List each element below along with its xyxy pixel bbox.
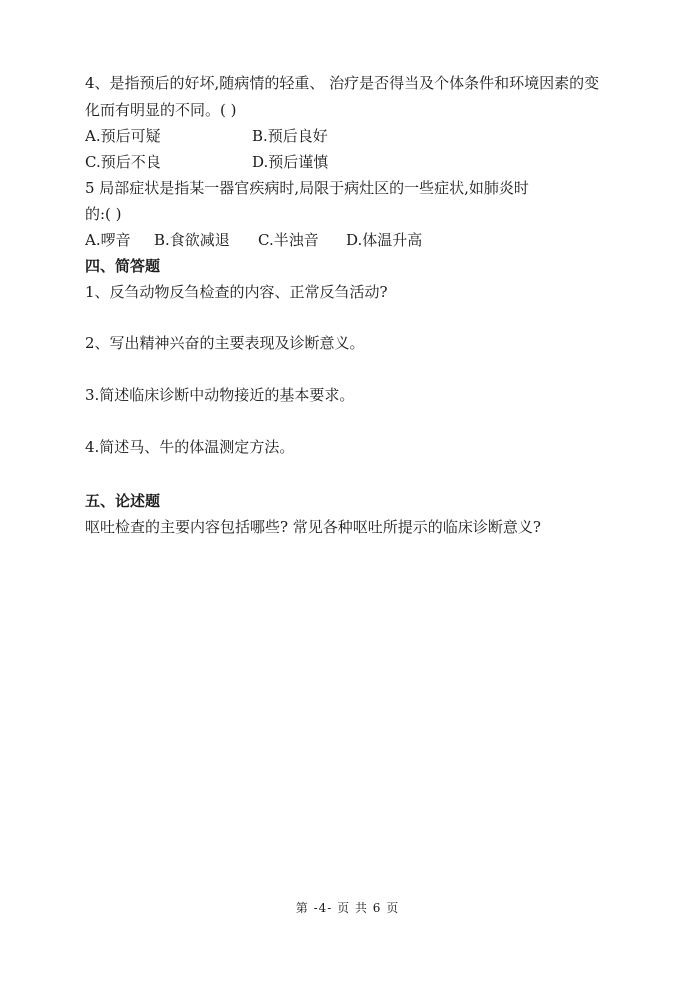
question-5-line-2: 的:( ) — [85, 205, 122, 223]
question-4-option-b: B.预后良好 — [252, 127, 328, 145]
short-answer-question-2: 2、写出精神兴奋的主要表现及诊断意义。 — [85, 334, 365, 352]
short-answer-question-4: 4.简述马、牛的体温测定方法。 — [85, 438, 295, 456]
essay-question: 呕吐检查的主要内容包括哪些? 常见各种呕吐所提示的临床诊断意义? — [85, 518, 541, 536]
question-4-option-a: A.预后可疑 — [85, 127, 161, 145]
question-4-option-c: C.预后不良 — [85, 153, 161, 171]
question-4-option-d: D.预后谨慎 — [252, 153, 329, 171]
page-footer: 第 -4- 页 共 6 页 — [295, 901, 400, 915]
section-4-heading: 四、简答题 — [85, 257, 161, 275]
question-4-line-1: 4、是指预后的好坏,随病情的轻重、 治疗是否得当及个体条件和环境因素的变 — [85, 74, 600, 92]
question-4-line-2: 化而有明显的不同。( ) — [85, 101, 237, 119]
question-5-option-b: B.食欲减退 — [154, 231, 230, 249]
question-5-line-1: 5 局部症状是指某一器官疾病时,局限于病灶区的一些症状,如肺炎时 — [85, 179, 529, 197]
question-5-option-d: D.体温升高 — [346, 231, 423, 249]
short-answer-question-3: 3.简述临床诊断中动物接近的基本要求。 — [85, 386, 355, 404]
short-answer-question-1: 1、反刍动物反刍检查的内容、正常反刍活动? — [85, 283, 388, 301]
section-5-heading: 五、论述题 — [85, 492, 161, 510]
question-5-option-a: A.啰音 — [85, 231, 131, 249]
question-5-option-c: C.半浊音 — [258, 231, 319, 249]
